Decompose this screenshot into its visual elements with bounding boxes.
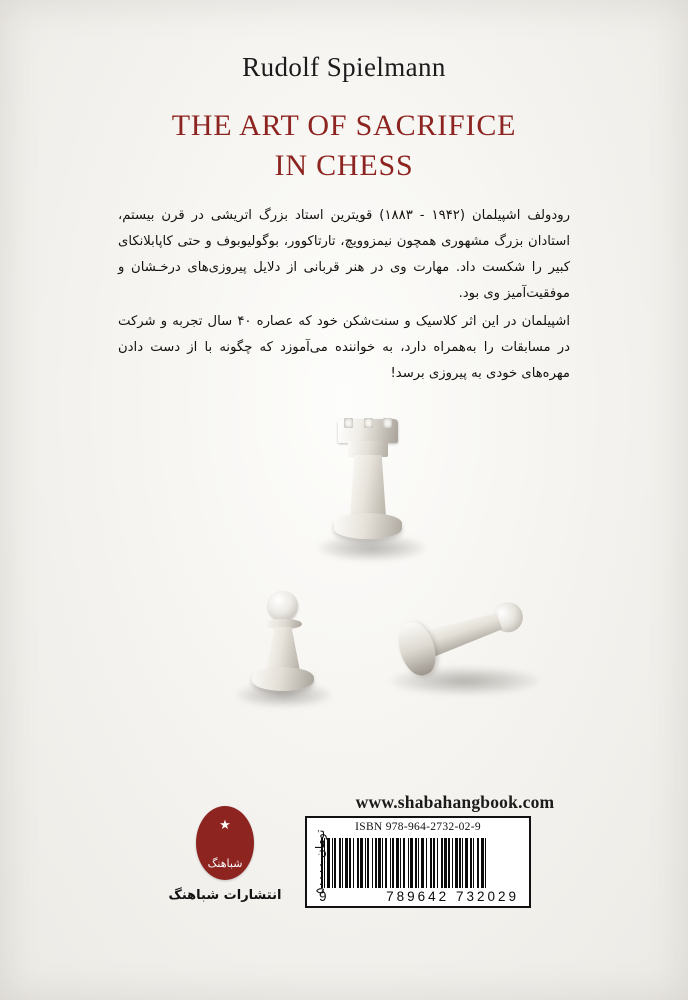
publisher-block bbox=[150, 806, 300, 903]
author-name: Rudolf Spielmann bbox=[242, 52, 446, 82]
pawn-piece bbox=[252, 591, 314, 699]
rook-crown bbox=[338, 419, 398, 443]
chess-pieces-illustration bbox=[0, 395, 688, 795]
publisher-name: انتشارات شباهنگ bbox=[168, 888, 282, 903]
title-line-2: IN CHESS bbox=[274, 149, 414, 182]
title-line-1: THE ART OF SACRIFICE bbox=[171, 109, 517, 142]
star-icon: ★ bbox=[219, 817, 231, 832]
pawn-body bbox=[266, 627, 300, 671]
blurb-paragraph-1: رودولف اشپیلمان (۱۹۴۲ - ۱۸۸۳) قویترین استاد بزرگ اتریشی در قرن بیستم، استادان بزرگ مشهوری همچون نیمزوویچ، تارتاکوور، بوگولیوبوف و حتی کاپابلانکای کبیر را شکست داد. مهارت وی در هنر قربانی از دلایل پیروزی‌های درخـشان و موفقیت‌آمیز وی بود. bbox=[118, 208, 570, 301]
publisher-website[interactable]: www.shabahangbook.com bbox=[355, 792, 555, 812]
barcode-digits bbox=[319, 889, 519, 904]
isbn-label: ISBN 978-964-2732-02-9 bbox=[355, 821, 481, 833]
rook-neck bbox=[348, 441, 388, 457]
fallen-pawn-base bbox=[393, 618, 442, 680]
publisher-logo-icon bbox=[196, 806, 254, 880]
barcode-digit-prefix: 9 bbox=[319, 889, 330, 904]
rook-notch bbox=[364, 418, 373, 428]
price-label: ۵۰۰۰۰ تومان bbox=[313, 829, 327, 895]
barcode-block bbox=[305, 816, 531, 908]
rook-piece bbox=[332, 419, 404, 549]
pawn-base bbox=[252, 667, 314, 691]
blurb-paragraph-2: اشپیلمان در این اثر کلاسیک و سنت‌شکن خود که عصاره ۴۰ سال تجربه و شرکت در مسابقات را به‌همراه دارد، به خواننده می‌آموزد که چگونه با از دست دادن مهره‌های خودی به پیروزی برسد! bbox=[118, 314, 570, 381]
barcode-bars bbox=[321, 838, 519, 888]
pawn-head bbox=[268, 591, 298, 621]
back-cover-blurb bbox=[118, 203, 570, 389]
logo-wordmark: شباهنگ bbox=[207, 857, 243, 870]
rook-base bbox=[334, 513, 402, 539]
rook-body bbox=[350, 455, 386, 517]
barcode-digit-main: 789642 732029 bbox=[386, 889, 519, 904]
book-title bbox=[0, 106, 688, 186]
rook-notch bbox=[383, 418, 392, 428]
rook-notch bbox=[344, 418, 353, 428]
